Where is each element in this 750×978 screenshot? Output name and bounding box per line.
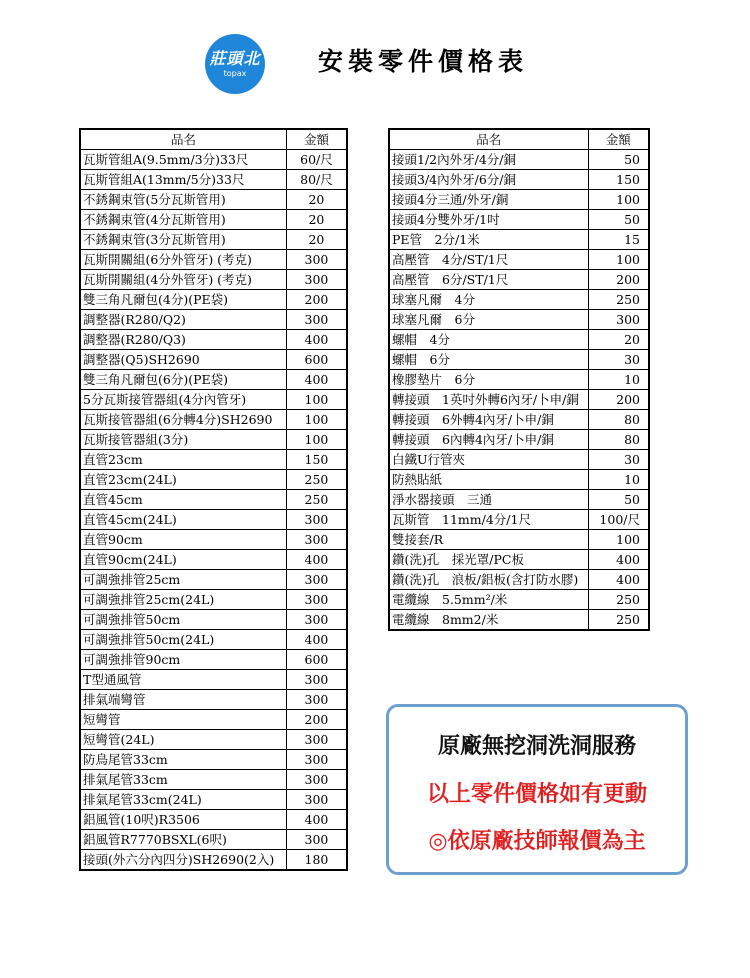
item-price: 200 [588, 270, 649, 290]
page-title: 安裝零件價格表 [318, 47, 529, 76]
table-row [80, 170, 347, 190]
table-row [389, 310, 649, 330]
item-price: 150 [286, 450, 347, 470]
table-row [80, 310, 347, 330]
item-price: 200 [286, 710, 347, 730]
table-row [389, 590, 649, 610]
item-price: 300 [286, 750, 347, 770]
item-name: 電纜線 8mm2/米 [389, 610, 588, 631]
item-name: 調整器(R280/Q3) [80, 330, 286, 350]
item-name: 可調強排管90cm [80, 650, 286, 670]
item-name: 橡膠墊片 6分 [389, 370, 588, 390]
item-price: 400 [286, 810, 347, 830]
item-name: 鋁風管(10呎)R3506 [80, 810, 286, 830]
table-row [389, 230, 649, 250]
notice-line-technician-quote: ◎依原廠技師報價為主 [428, 829, 646, 854]
item-price: 20 [286, 190, 347, 210]
column-header-name: 品名 [80, 129, 286, 150]
table-row [80, 750, 347, 770]
item-name: 排氣尾管33cm(24L) [80, 790, 286, 810]
table-row [389, 470, 649, 490]
notice-line-price-change: 以上零件價格如有更動 [426, 782, 647, 807]
table-row [389, 290, 649, 310]
item-name: 防熱貼紙 [389, 470, 588, 490]
item-price: 100 [588, 530, 649, 550]
table-row [389, 410, 649, 430]
item-price: 10 [588, 470, 649, 490]
table-row [80, 150, 347, 170]
item-price: 100 [588, 190, 649, 210]
item-price: 50 [588, 210, 649, 230]
item-name: 直管45cm [80, 490, 286, 510]
item-price: 300 [286, 610, 347, 630]
item-name: 直管90cm(24L) [80, 550, 286, 570]
item-name: 白鐵U行管夾 [389, 450, 588, 470]
table-row [80, 570, 347, 590]
table-row [389, 250, 649, 270]
item-name: 調整器(R280/Q2) [80, 310, 286, 330]
item-price: 250 [588, 290, 649, 310]
item-name: 短彎管 [80, 710, 286, 730]
price-table-left [79, 128, 348, 871]
item-price: 300 [286, 730, 347, 750]
item-name: 淨水器接頭 三通 [389, 490, 588, 510]
notice-box [386, 704, 688, 875]
item-name: 轉接頭 1英吋外轉6內牙/卜申/銅 [389, 390, 588, 410]
item-price: 300 [286, 510, 347, 530]
item-name: 瓦斯開關組(6分外管牙) (考克) [80, 250, 286, 270]
item-name: 鑽(洗)孔 採光罩/PC板 [389, 550, 588, 570]
table-row [389, 270, 649, 290]
item-name: 不銹鋼束管(5分瓦斯管用) [80, 190, 286, 210]
table-row [80, 830, 347, 850]
item-price: 300 [588, 310, 649, 330]
item-price: 80/尺 [286, 170, 347, 190]
item-price: 300 [286, 270, 347, 290]
table-row [80, 650, 347, 670]
item-price: 30 [588, 350, 649, 370]
item-name: 不銹鋼束管(3分瓦斯管用) [80, 230, 286, 250]
item-price: 300 [286, 590, 347, 610]
item-name: 鑽(洗)孔 浪板/鋁板(含打防水膠) [389, 570, 588, 590]
item-name: 可調強排管25cm [80, 570, 286, 590]
item-price: 400 [286, 550, 347, 570]
table-row [389, 610, 649, 631]
table-row [80, 810, 347, 830]
table-row [80, 550, 347, 570]
table-row [80, 410, 347, 430]
table-row [80, 630, 347, 650]
item-price: 300 [286, 570, 347, 590]
item-name: 雙三角凡爾包(4分)(PE袋) [80, 290, 286, 310]
item-name: 接頭4分雙外牙/1吋 [389, 210, 588, 230]
item-name: 高壓管 6分/ST/1尺 [389, 270, 588, 290]
table-row [80, 470, 347, 490]
item-price: 250 [286, 470, 347, 490]
item-price: 600 [286, 650, 347, 670]
item-price: 100 [588, 250, 649, 270]
item-price: 300 [286, 310, 347, 330]
table-row [80, 330, 347, 350]
item-name: 直管90cm [80, 530, 286, 550]
item-price: 80 [588, 430, 649, 450]
table-row [80, 670, 347, 690]
item-name: 雙三角凡爾包(6分)(PE袋) [80, 370, 286, 390]
item-price: 100 [286, 430, 347, 450]
table-row [389, 390, 649, 410]
item-name: 不銹鋼束管(4分瓦斯管用) [80, 210, 286, 230]
item-name: 螺帽 4分 [389, 330, 588, 350]
table-header-row [389, 129, 649, 150]
item-price: 300 [286, 670, 347, 690]
item-name: 接頭4分三通/外牙/銅 [389, 190, 588, 210]
item-price: 300 [286, 770, 347, 790]
item-price: 250 [588, 610, 649, 631]
table-row [80, 210, 347, 230]
item-name: 5分瓦斯接管器組(4分內管牙) [80, 390, 286, 410]
table-row [389, 370, 649, 390]
table-row [80, 850, 347, 871]
item-price: 600 [286, 350, 347, 370]
item-price: 180 [286, 850, 347, 871]
item-name: 瓦斯管組A(13mm/5分)33尺 [80, 170, 286, 190]
table-row [389, 330, 649, 350]
item-price: 100/尺 [588, 510, 649, 530]
item-name: 轉接頭 6外轉4內牙/卜申/銅 [389, 410, 588, 430]
item-price: 100 [286, 390, 347, 410]
table-row [80, 590, 347, 610]
table-row [80, 450, 347, 470]
item-name: 接頭(外六分內四分)SH2690(2入) [80, 850, 286, 871]
item-price: 300 [286, 790, 347, 810]
item-name: 瓦斯接管器組(3分) [80, 430, 286, 450]
item-name: 電纜線 5.5mm²/米 [389, 590, 588, 610]
item-name: 可調強排管50cm [80, 610, 286, 630]
table-row [80, 710, 347, 730]
item-price: 400 [286, 330, 347, 350]
brand-logo [205, 34, 265, 94]
item-name: 轉接頭 6內轉4內牙/卜申/銅 [389, 430, 588, 450]
table-row [389, 570, 649, 590]
table-row [80, 530, 347, 550]
item-price: 200 [286, 290, 347, 310]
item-price: 20 [286, 210, 347, 230]
item-name: 直管45cm(24L) [80, 510, 286, 530]
item-name: 排氣端彎管 [80, 690, 286, 710]
item-price: 50 [588, 490, 649, 510]
item-price: 60/尺 [286, 150, 347, 170]
item-price: 30 [588, 450, 649, 470]
table-row [80, 230, 347, 250]
table-row [80, 270, 347, 290]
item-name: 可調強排管50cm(24L) [80, 630, 286, 650]
table-row [80, 490, 347, 510]
page-header [0, 0, 750, 100]
table-row [80, 350, 347, 370]
table-row [389, 350, 649, 370]
item-name: 短彎管(24L) [80, 730, 286, 750]
table-row [389, 510, 649, 530]
table-row [389, 430, 649, 450]
item-name: 調整器(Q5)SH2690 [80, 350, 286, 370]
item-price: 300 [286, 530, 347, 550]
item-price: 400 [286, 370, 347, 390]
item-price: 400 [588, 550, 649, 570]
column-header-price: 金額 [588, 129, 649, 150]
notice-line-no-drilling: 原廠無挖洞洗洞服務 [437, 734, 636, 759]
item-name: 瓦斯管 11mm/4分/1尺 [389, 510, 588, 530]
table-row [389, 150, 649, 170]
table-row [389, 490, 649, 510]
item-name: 接頭1/2內外牙/4分/銅 [389, 150, 588, 170]
item-name: 防鳥尾管33cm [80, 750, 286, 770]
table-row [80, 290, 347, 310]
item-name: 直管23cm [80, 450, 286, 470]
table-row [80, 610, 347, 630]
item-price: 150 [588, 170, 649, 190]
table-row [80, 770, 347, 790]
item-price: 20 [588, 330, 649, 350]
item-price: 300 [286, 250, 347, 270]
item-name: 接頭3/4內外牙/6分/銅 [389, 170, 588, 190]
table-row [80, 430, 347, 450]
item-price: 250 [588, 590, 649, 610]
table-row [80, 690, 347, 710]
item-name: 直管23cm(24L) [80, 470, 286, 490]
item-price: 400 [588, 570, 649, 590]
table-row [389, 170, 649, 190]
item-price: 250 [286, 490, 347, 510]
item-price: 300 [286, 690, 347, 710]
table-row [389, 530, 649, 550]
table-row [389, 190, 649, 210]
item-price: 10 [588, 370, 649, 390]
item-name: 鋁風管R7770BSXL(6呎) [80, 830, 286, 850]
item-name: 高壓管 4分/ST/1尺 [389, 250, 588, 270]
item-name: 瓦斯開關組(4分外管牙) (考克) [80, 270, 286, 290]
item-name: 球塞凡爾 4分 [389, 290, 588, 310]
table-row [80, 390, 347, 410]
item-price: 20 [286, 230, 347, 250]
column-header-name: 品名 [389, 129, 588, 150]
table-row [389, 210, 649, 230]
item-name: 螺帽 6分 [389, 350, 588, 370]
item-name: 瓦斯管組A(9.5mm/3分)33尺 [80, 150, 286, 170]
item-name: 球塞凡爾 6分 [389, 310, 588, 330]
logo-subtext: topax [223, 69, 247, 78]
item-name: 可調強排管25cm(24L) [80, 590, 286, 610]
table-row [80, 370, 347, 390]
table-row [80, 510, 347, 530]
table-row [80, 730, 347, 750]
item-name: 瓦斯接管器組(6分轉4分)SH2690 [80, 410, 286, 430]
item-name: 排氣尾管33cm [80, 770, 286, 790]
item-price: 200 [588, 390, 649, 410]
table-header-row [80, 129, 347, 150]
item-price: 15 [588, 230, 649, 250]
item-price: 400 [286, 630, 347, 650]
item-name: T型通風管 [80, 670, 286, 690]
logo-text: 莊頭北 [209, 49, 261, 68]
column-header-price: 金額 [286, 129, 347, 150]
item-price: 300 [286, 830, 347, 850]
item-name: PE管 2分/1米 [389, 230, 588, 250]
table-row [80, 790, 347, 810]
table-row [80, 250, 347, 270]
price-table-right [388, 128, 650, 631]
item-price: 80 [588, 410, 649, 430]
item-price: 100 [286, 410, 347, 430]
table-row [80, 190, 347, 210]
item-price: 50 [588, 150, 649, 170]
item-name: 雙接套/R [389, 530, 588, 550]
table-row [389, 450, 649, 470]
table-row [389, 550, 649, 570]
